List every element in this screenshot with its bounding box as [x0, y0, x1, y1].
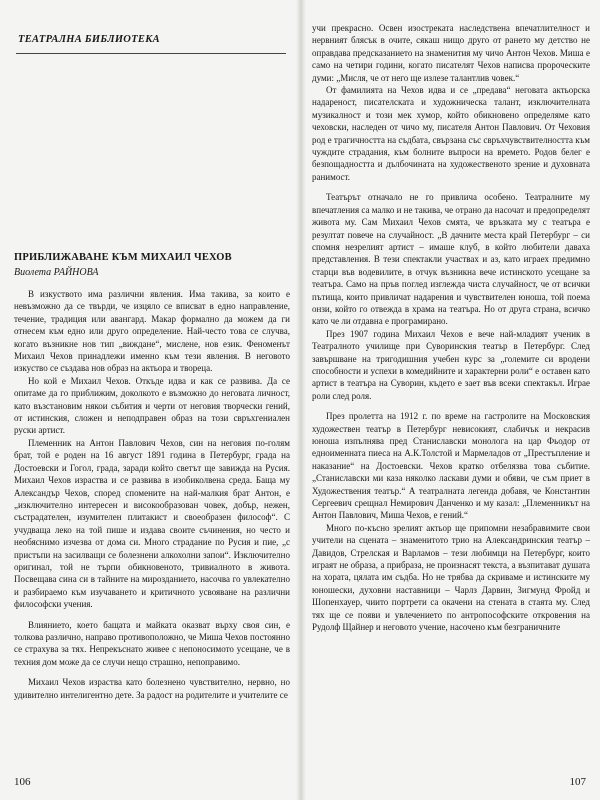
paragraph: Племенник на Антон Павлович Чехов, син на неговия по-голям брат, той е роден на 16 август 1891 година в Петербург, града на Достоевски и Гогол, града, заради който светът ще завижда на Русия. Михаил Чехов израства и се развива в изобиколвена среда. Баща му Александър Чехов, според спомените на най-малкия брат Антон, е „изключително интересен и високообразован човек, добър, нежен, състрадателен, изумителен плитакист и своеобразен философ“. С учудваща леко на той пише и издава своите съчинения, но често и необяснимо изчезва от дома си. Много страдание по Русия и пие, „с пристъпи на засилващи се болезнени алкохолни запои“. Изключително оригинал, той не търпи обикновеното, тривиалното в живота. Посвещава сина си в тайните на мирозданието, насочва го увлекателно и разбираемо към изучаването и критичното усвояване на различни философски учения. [14, 437, 290, 610]
paragraph: През 1907 година Михаил Чехов е вече най-младият ученик в Театралното училище при Суворинския театър в Петербург. След завършване на тригодишния учебен курс за „големите си вродени способности и успехи в комедийните и характерни роли“ е оставен като артист в театъра на Суворин, където е зает във всеки спектакъл. Играе роли след роля. [312, 328, 590, 401]
paragraph: Михаил Чехов израства като болезнено чувствително, нервно, но удивително интелигентно дете. За радост на родителите и учителите се [14, 677, 290, 700]
paragraph: Много по-късно зрелият актьор ще припомни незабравимите свои учители на сцената – знаменитото трио на Александринския театър – Давидов, Стрелская и Варламов – тези любимци на Петербург, които играят не образа, а прибраза, не произнасят текста, а възпитават душата на хората, цялата им съдба. Но не трябва да скриваме и истинските му юношески, духовни наставници – Чарлз Дарвин, Зигмунд Фройд и Шопенхауер, чиито портрети са окачени на стената в стаята му. След тях ще се появи и увлечението по антропософските откровения на Рудолф Щайнер и неговото учение, насочено към безграничните [312, 522, 590, 633]
book-gutter [296, 0, 306, 800]
paragraph: Но кой е Михаил Чехов. Откъде идва и как се развива. Да се опитаме да го приближим, доколкото е възможно до неговата личност, като възстановим някои събития и черти от неговия творчески гений, от истинския, сложен и неподправен образ на този свръхгениален руски артист. [14, 375, 290, 436]
paragraph: Влиянието, което бащата и майката оказват върху своя син, е толкова различно, направо противоположно, че Миша Чехов постоянно се страхува за тях. Непрекъснато живее с непоносимото усещане, че в техния дом може да се случи нещо страшно, непоправимо. [14, 619, 290, 667]
series-title: ТЕАТРАЛНА БИБЛИОТЕКА [18, 34, 160, 45]
article-title: ПРИБЛИЖАВАНЕ КЪМ МИХАИЛ ЧЕХОВ [14, 252, 232, 263]
page-number: 106 [14, 776, 31, 788]
right-page [300, 0, 600, 800]
paragraph: учи прекрасно. Освен изостреката наследствена впечатлителност и нервният блясък в очите, сякаш нищо друго от рането му детство не оправдава предсказанието на знаменития му чичо Антон Чехов. Миша е само на четири години, когато писателят Чехов написва пророческите думи: „Мисля, че от него ще излезе талантлив човек.“ [312, 23, 590, 83]
paragraph: В изкуството има различни явления. Има такива, за които е невъзможно да се твърди, че изцяло се вписват в едно направление, течение, традиция или авангард. Макар формално да можем да ги отнесем към едно или друго определение. Най-често това се случва, когато възникне нов тип „виждане“, мислене, нов език. Феноменът Михаил Чехов принадлежи именно към тези явления. В неговото изкуство се създава нов образ на актьора и твореца. [14, 289, 290, 374]
paragraph: Театърът отначало не го привлича особено. Театралните му впечатления са малко и не такива, че отрано да насочат и предопределят живота му. Сам Михаил Чехов смята, че връзката му с театъра е резултат повече на случайност. „В дачните места край Петербург – си спомня незрелият артист – имаше клуб, в който любители даваха представления. В тези спектакли участвах и аз, като играех предимно старци във водевилите, в отчук възникна вече истинското усещане за театъра. Само на пръв поглед изглежда чиста случайност, че от всички пътища, които привличат надарения и чувствителен юноша, той поема онзи, който го отвежда в храма на театъра. Но от друга страна, всичко като че ли отдавна е програмирано. [312, 192, 590, 327]
author-name: Виолета РАЙНОВА [14, 267, 99, 278]
series-divider [16, 53, 286, 54]
paragraph: От фамилията на Чехов идва и се „предава“ неговата актьорска надареност, писателската и художническа талант, изключителната музикалност и този мек хумор, който обикновено определяме като чеховски, наследен от чичо му, писателя Антон Павлович. От Чеховия род е трагичността на съдбата, свързана със свръхчувствителността към чуждите страдания, към болните въпроси на времето. Родов белег е безпощадността и дълбочината на художественото зрение и духовната ранимост. [312, 85, 590, 182]
page-number: 107 [569, 776, 586, 788]
paragraph: През пролетта на 1912 г. по време на гастролите на Московския художествен театър в Петербург невисокият, слабичък и некрасив юноша изпълнява пред Станиславски монолога на цар Фьодор от едноименната пиеса на А.К.Толстой и Мармеладов от „Престъпление и наказание“ на Достоевски. Чехов кратко отбелязва това събитие. „Станиславски ми каза няколко ласкави думи и обяви, че съм приет в Художествения театър.“ А театралната легенда добавя, че Константин Сергеевич срещнал Немирович Данченко и му казал: „Племенникът на Антон Павлович, Миша Чехов, е гений.“ [312, 411, 590, 521]
